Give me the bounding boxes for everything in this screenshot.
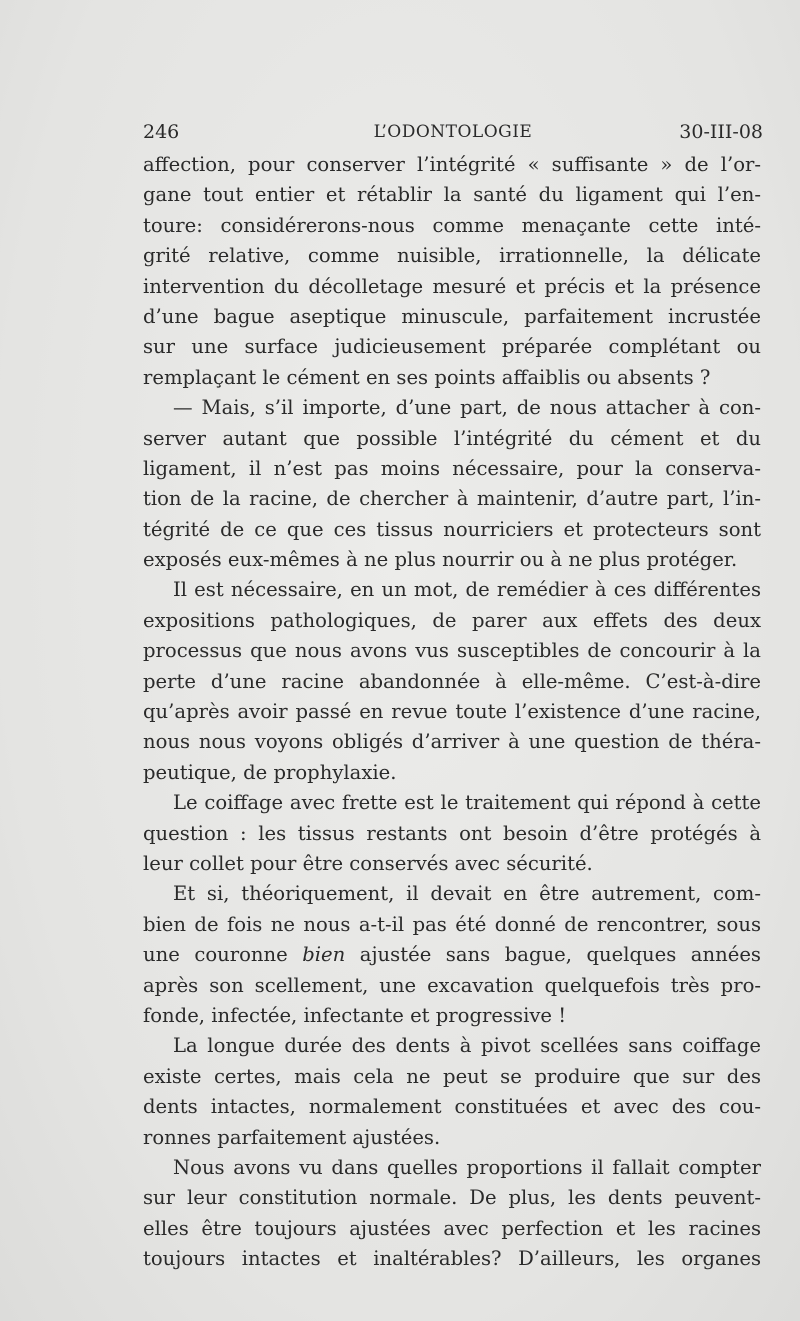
- text-line: La longue durée des dents à pivot scellées sans coiffage: [173, 1034, 761, 1058]
- text-line: affection, pour conserver l’intégrité « suffisante » de l’or-: [143, 153, 761, 176]
- journal-title: L’ODONTOLOGIE: [373, 122, 533, 142]
- text-line: remplaçant le cément en ses points affaiblis ou absents ?: [143, 365, 711, 389]
- text-line: Nous avons vu dans quelles proportions il fallait compter: [173, 1155, 761, 1179]
- text-line: gane tout entier et rétablir la santé du ligament qui l’en-: [143, 183, 761, 207]
- running-header: [143, 118, 763, 146]
- text-segment: ajustée sans bague, quelques années: [359, 943, 761, 967]
- text-line: processus que nous avons vus susceptibles de concourir à la: [143, 639, 761, 663]
- text-line: Il est nécessaire, en un mot, de remédier à ces différentes: [173, 578, 761, 602]
- text-line: Et si, théoriquement, il devait en être autrement, com-: [173, 882, 761, 906]
- text-line: tion de la racine, de chercher à maintenir, d’autre part, l’in-: [143, 487, 761, 511]
- text-line-mixed: [143, 940, 761, 970]
- text-line: elles être toujours ajustées avec perfection et les racines: [143, 1216, 761, 1240]
- text-line: qu’après avoir passé en revue toute l’existence d’une racine,: [143, 700, 761, 724]
- text-line: après son scellement, une excavation quelquefois très pro-: [143, 973, 761, 997]
- text-line: sur une surface judicieusement préparée complétant ou: [143, 335, 761, 359]
- text-line: ligament, il n’est pas moins nécessaire, pour la conserva-: [143, 456, 761, 480]
- text-line: exposés eux-mêmes à ne plus nourrir ou à ne plus protéger.: [143, 548, 738, 572]
- text-line: Le coiffage avec frette est le traitement qui répond à cette: [173, 791, 761, 815]
- text-line: dents intactes, normalement constituées et avec des cou-: [143, 1095, 761, 1119]
- text-line: perte d’une racine abandonnée à elle-même. C’est-à-dire: [143, 669, 761, 693]
- text-line: existe certes, mais cela ne peut se produire que sur des: [143, 1064, 761, 1088]
- text-segment: une couronne: [143, 943, 288, 967]
- text-line: question : les tissus restants ont besoin d’être protégés à: [143, 821, 761, 845]
- text-line: server autant que possible l’intégrité du cément et du: [143, 426, 761, 450]
- italic-word: bien: [302, 943, 346, 967]
- text-line: grité relative, comme nuisible, irrationnelle, la délicate: [143, 244, 761, 268]
- text-line: ronnes parfaitement ajustées.: [143, 1125, 441, 1149]
- text-line: toujours intactes et inaltérables? D’ailleurs, les organes: [143, 1247, 761, 1271]
- text-line: leur collet pour être conservés avec sécurité.: [143, 851, 593, 875]
- text-line: nous nous voyons obligés d’arriver à une question de théra-: [143, 730, 761, 754]
- text-line: d’une bague aseptique minuscule, parfaitement incrustée: [143, 304, 761, 328]
- text-line: — Mais, s’il importe, d’une part, de nous attacher à con-: [173, 396, 761, 420]
- text-line: bien de fois ne nous a-t-il pas été donné de rencontrer, sous: [143, 912, 761, 936]
- body-text: [143, 150, 761, 1274]
- text-line: toure: considérerons-nous comme menaçante cette inté-: [143, 213, 761, 237]
- text-line: peutique, de prophylaxie.: [143, 760, 397, 784]
- text-line: tégrité de ce que ces tissus nourriciers et protecteurs sont: [143, 517, 761, 541]
- issue-date: 30-III-08: [679, 121, 763, 143]
- text-line: fonde, infectée, infectante et progressive !: [143, 1003, 567, 1027]
- text-line: expositions pathologiques, de parer aux effets des deux: [143, 608, 761, 632]
- text-line: intervention du décolletage mesuré et précis et la présence: [143, 274, 761, 298]
- page-number: 246: [143, 121, 180, 143]
- text-line: sur leur constitution normale. De plus, les dents peuvent-: [143, 1186, 761, 1210]
